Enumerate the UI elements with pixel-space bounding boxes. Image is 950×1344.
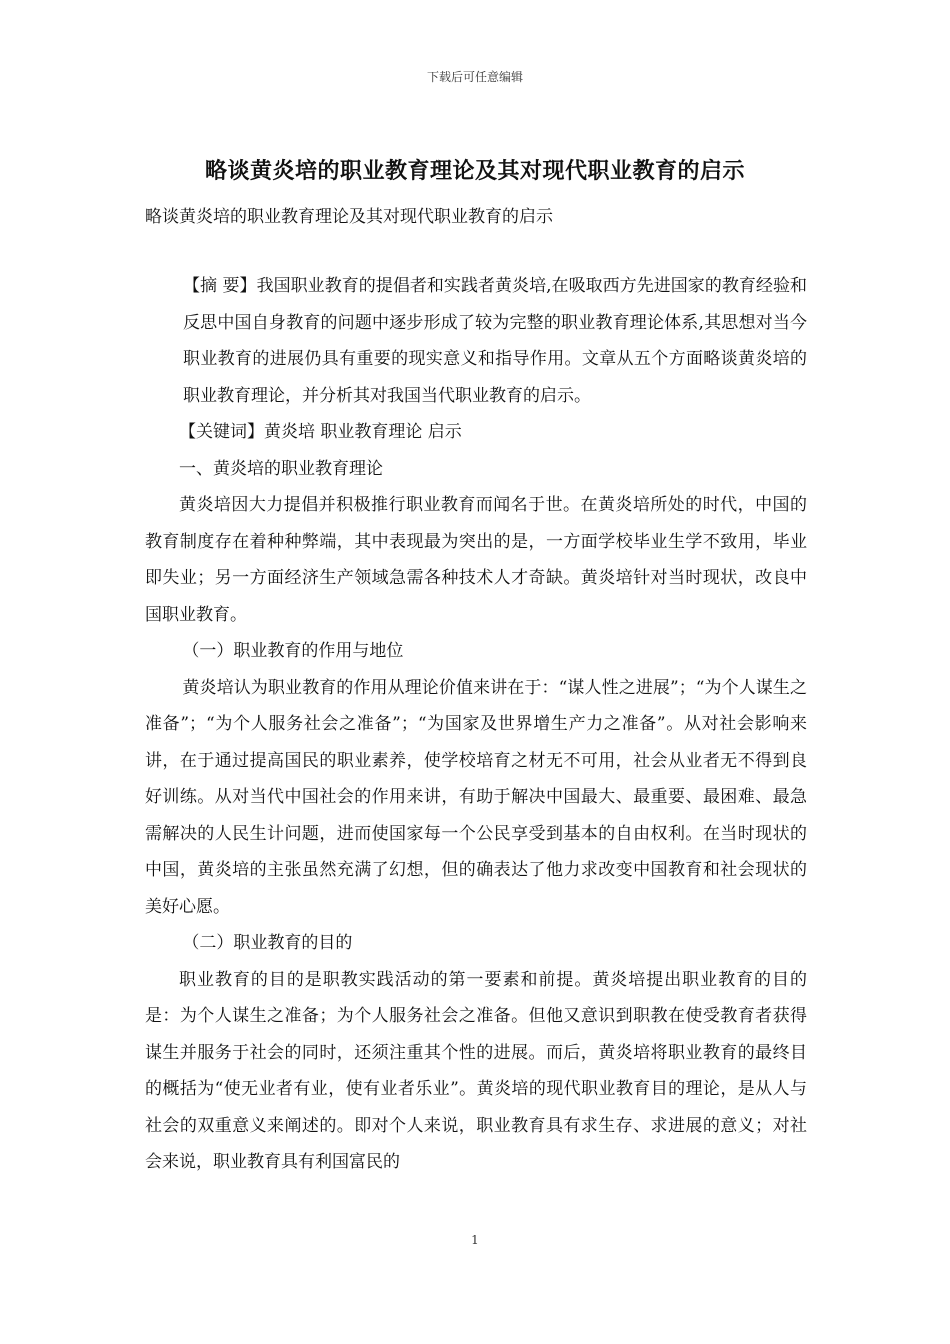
body-paragraph: 黄炎培因大力提倡并积极推行职业教育而闻名于世。在黄炎培所处的时代，中国的教育制度存在着种种弊端，其中表现最为突出的是，一方面学校毕业生学不致用，毕业即失业；另一方面经济生产领域急需各种技术人才奇缺。黄炎培针对当时现状，改良中国职业教育。 [145, 495, 807, 625]
page-header: 下载后可任意编辑 [426, 70, 523, 84]
abstract-paragraph: 【摘 要】我国职业教育的提倡者和实践者黄炎培,在吸取西方先进国家的教育经验和反思中国自身教育的问题中逐步形成了较为完整的职业教育理论体系,其思想对当今职业教育的进展仍具有重要的现实意义和指导作用。文章从五个方面略谈黄炎培的职业教育理论，并分析其对我国当代职业教育的启示。 [183, 276, 807, 406]
section-heading: 一、黄炎培的职业教育理论 [179, 458, 383, 479]
document-title: 略谈黄炎培的职业教育理论及其对现代职业教育的启示 [204, 158, 745, 184]
page-number: 1 [471, 1233, 479, 1247]
subsection-heading: （二）职业教育的目的 [182, 933, 353, 953]
keywords-line: 【关键词】黄炎培 职业教育理论 启示 [179, 422, 462, 442]
document-subtitle: 略谈黄炎培的职业教育理论及其对现代职业教育的启示 [145, 207, 553, 227]
subsection-heading: （一）职业教育的作用与地位 [182, 641, 404, 661]
body-paragraph: 黄炎培认为职业教育的作用从理论价值来讲在于：“谋人性之进展”；“为个人谋生之准备”；“为个人服务社会之准备”；“为国家及世界增生产力之准备”。从对社会影响来讲，在于通过提高国民的职业素养，使学校培育之材无不可用，社会从业者无不得到良好训练。从对当代中国社会的作用来讲，有助于解决中国最大、最重要、最困难、最急需解决的人民生计问题，进而使国家每一个公民享受到基本的自由权利。在当时现状的中国，黄炎培的主张虽然充满了幻想，但的确表达了他力求改变中国教育和社会现状的美好心愿。 [145, 677, 807, 917]
body-paragraph: 职业教育的目的是职教实践活动的第一要素和前提。黄炎培提出职业教育的目的是：为个人谋生之准备；为个人服务社会之准备。但他又意识到职教在使受教育者获得谋生并服务于社会的同时，还须注重其个性的进展。而后，黄炎培将职业教育的最终目的概括为“使无业者有业，使有业者乐业”。黄炎培的现代职业教育目的理论，是从人与社会的双重意义来阐述的。即对个人来说，职业教育具有求生存、求进展的意义；对社会来说，职业教育具有利国富民的 [145, 969, 807, 1172]
document-body [145, 268, 807, 1181]
